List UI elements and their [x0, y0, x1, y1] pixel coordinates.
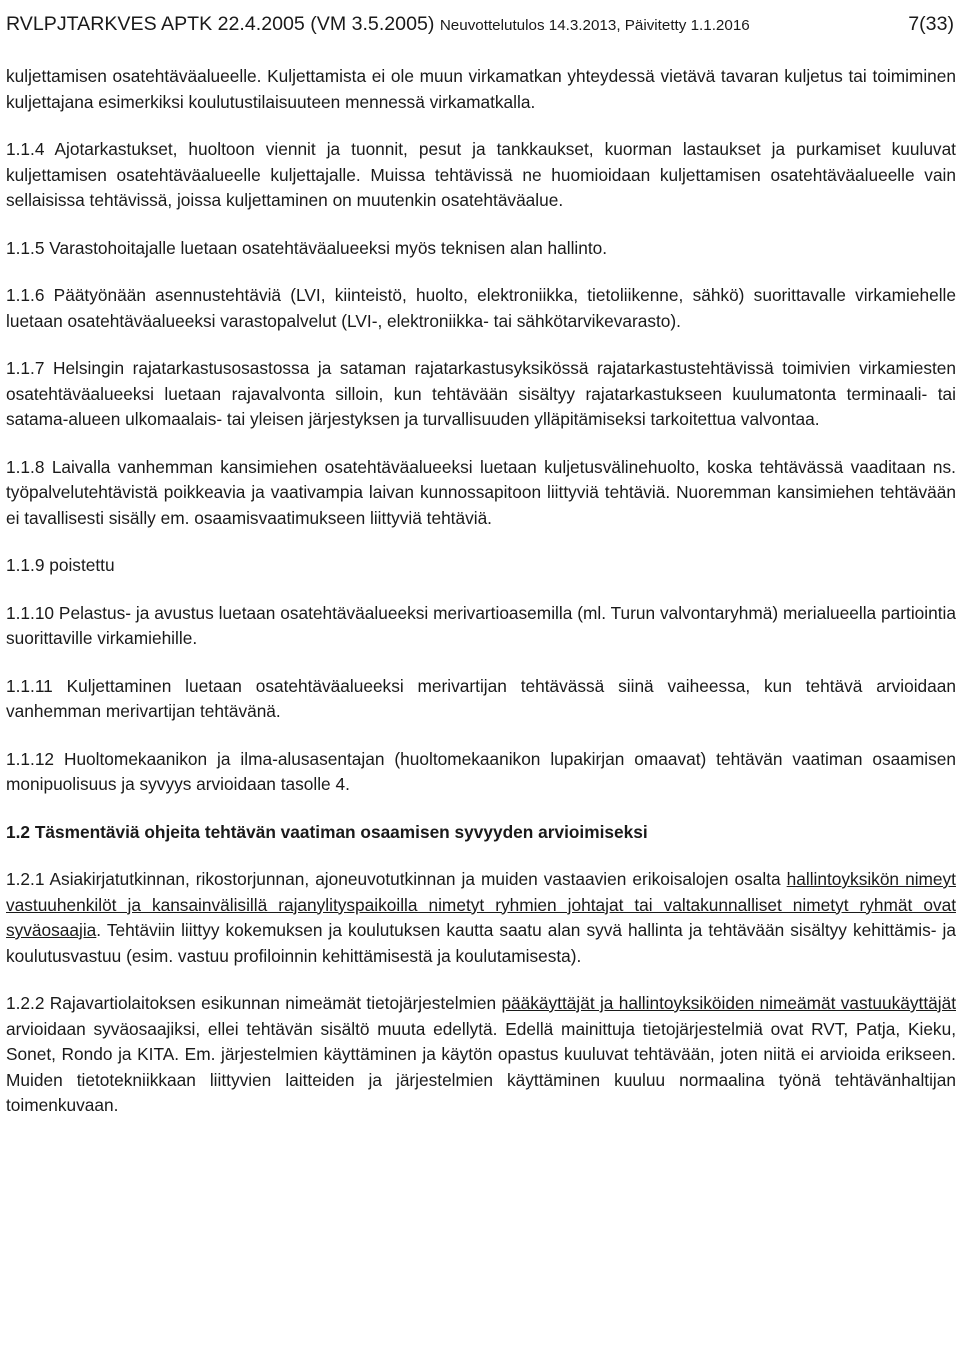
section-heading-1-2: 1.2 Täsmentäviä ohjeita tehtävän vaatiman osaamisen syvyyden arvioimiseksi: [6, 821, 648, 842]
paragraph-1-1-7: 1.1.7 Helsingin rajatarkastusosastossa ja sataman rajatarkastusyksikössä rajatarkastustehtävissä toimivien virkamiesten osatehtäväalueeksi luetaan rajavalvonta silloin, kun tehtävään sisältyy rajatarkastukseen kuulumatonta terminaali- tai satama-alueen ulkomaalais- tai yleisen järjestyksen ja turvallisuuden ylläpitämiseksi tarkoitettua valvontaa.: [6, 358, 956, 429]
paragraph-1-2-2-tail: arvioidaan syväosaajiksi, ellei tehtävän sisältö muuta edellytä. Edellä mainittuja tietojärjestelmiä ovat RVT, Patja, Kieku, Sonet, Rondo ja KITA. Em. järjestelmien käyttäminen ja käytön opastus kuuluvat tehtävään, joten niitä ei arvioida erikseen. Muiden tietotekniikkaan liittyvien laitteiden ja järjestelmien käyttäminen kuuluu normaalina työnä tehtävänhaltijan toimenkuvaan.: [6, 1018, 956, 1115]
paragraph-1-2-1-tail: . Tehtäviin liittyy kokemuksen ja koulutuksen kautta saatu alan syvä hallinta ja tehtävään sisältyy kehittämis- ja koulutusvastuu (esim. vastuu profiloinnin kehittämisestä ja koulutamisesta).: [6, 920, 956, 966]
paragraph-1-2-1-lead: 1.2.1 Asiakirjatutkinnan, rikostorjunnan, ajoneuvotutkinnan ja muiden vastaavien erikoisalojen osalta: [6, 869, 787, 889]
paragraph-1-2-2-lead: 1.2.2 Rajavartiolaitoksen esikunnan nimeämät tietojärjestelmien: [6, 993, 502, 1013]
paragraph-intro: kuljettamisen osatehtäväalueelle. Kuljettamista ei ole muun virkamatkan yhteydessä vietävä tavaran kuljetus tai toimiminen kuljettajana esimerkiksi koulutustilaisuuteen mennessä virkamatkalla.: [6, 66, 956, 112]
paragraph-1-1-11: 1.1.11 Kuljettaminen luetaan osatehtäväalueeksi merivartijan tehtävässä siinä vaiheessa, kun tehtävä arvioidaan vanhemman merivartijan tehtävänä.: [6, 675, 956, 721]
paragraph-1-2-2-underlined: pääkäyttäjät ja hallintoyksiköiden nimeämät vastuukäyttäjät: [501, 993, 956, 1013]
paragraph-1-2-1-underlined: hallintoyksikön nimeyt vastuuhenkilöt ja kansainvälisillä rajanylityspaikoilla nimetyt ryhmien johtajat tai valtakunnalliset nimetyt ryhmät ovat syväosaajia: [6, 869, 956, 940]
paragraph-1-1-12: 1.1.12 Huoltomekaanikon ja ilma-alusasentajan (huoltomekaanikon lupakirjan omaavat) tehtävän vaatiman osaamisen monipuolisuus ja syvyys arvioidaan tasolle 4.: [6, 748, 956, 794]
document-title: RVLPJTARKVES APTK 22.4.2005 (VM 3.5.2005): [6, 13, 435, 35]
paragraph-1-1-8: 1.1.8 Laivalla vanhemman kansimiehen osatehtäväalueeksi luetaan kuljetusvälinehuolto, koska tehtävässä vaaditaan ns. työpalvelutehtävistä poikkeavia ja vaativampia laivan kunnossapitoon liittyviä tehtäviä. Nuoremman kansimiehen tehtävään ei tavallisesti sisälly em. osaamisvaatimukseen liittyviä tehtäviä.: [6, 456, 956, 528]
revision-info: Neuvottelutulos 14.3.2013, Päivitetty 1.1.2016: [439, 17, 750, 34]
paragraph-1-2-1: [6, 867, 956, 969]
paragraph-1-2-2: [6, 991, 956, 1119]
page-number: 7(33): [908, 13, 954, 35]
paragraph-1-1-10: 1.1.10 Pelastus- ja avustus luetaan osatehtäväalueeksi merivartioasemilla (ml. Turun valvontaryhmä) merialueella partiointia suorittaville virkamiehille.: [6, 602, 956, 648]
paragraph-1-1-9: 1.1.9 poistettu: [6, 555, 115, 575]
paragraph-1-1-4: 1.1.4 Ajotarkastukset, huoltoon viennit ja tuonnit, pesut ja tankkaukset, kuorman lastaukset ja purkamiset kuuluvat kuljettamisen osatehtäväalueelle kuljettajalle. Muissa tehtävissä ne huomioidaan kuljettamisen osatehtäväalueelle vain sellaisissa tehtävissä, joissa kuljettaminen on muutenkin osatehtäväalue.: [6, 139, 956, 210]
document-body: [6, 64, 956, 1141]
paragraph-1-1-5: 1.1.5 Varastohoitajalle luetaan osatehtäväalueeksi myös teknisen alan hallinto.: [6, 237, 608, 258]
paragraph-1-1-6: 1.1.6 Päätyönään asennustehtäviä (LVI, kiinteistö, huolto, elektroniikka, tietoliikenne, sähkö) suorittavalle virkamiehelle luetaan osatehtäväalueeksi varastopalvelut (LVI-, elektroniikka- tai sähkötarvikevarasto).: [6, 285, 956, 331]
page-header: [6, 6, 954, 42]
